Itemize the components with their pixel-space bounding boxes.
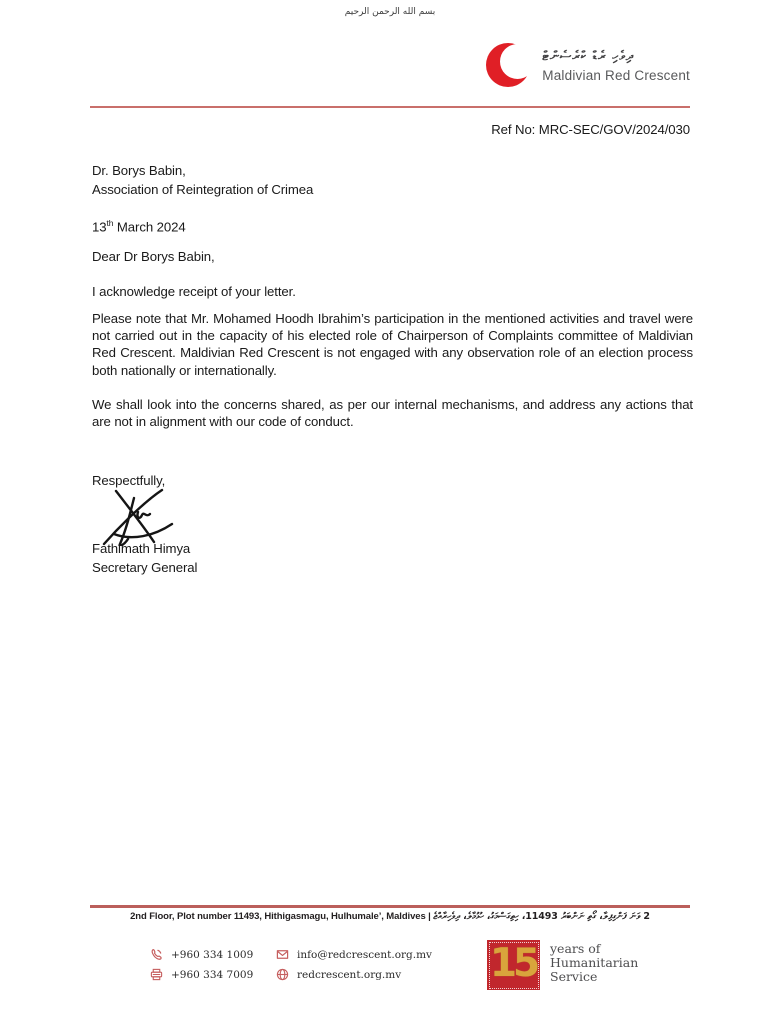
fax-contact [150, 968, 253, 981]
signer-block [92, 540, 197, 577]
fax-icon [150, 968, 163, 981]
header-divider [90, 106, 690, 108]
org-name: Maldivian Red Crescent [542, 67, 690, 83]
letter-date [92, 214, 186, 237]
signer-title: Secretary General [92, 559, 198, 575]
recipient-name: Dr. Borys Babin, [92, 163, 186, 178]
phone-icon [150, 948, 163, 961]
anniversary-number: 15 [489, 941, 537, 986]
recipient-organization: Association of Reintegration of Crimea [92, 181, 314, 197]
footer-address-thaana: 2 ވަނަ ފަންގިފިލާ، ގޯތި ނަންބަރު 11493، ހިތިގަސްމަގު، ހުޅުމާލެ، ދިވެހިރާއްޖެ [433, 911, 650, 922]
footer-divider [90, 905, 690, 908]
handwritten-signature [96, 486, 188, 546]
closing-line: Respectfully, [92, 473, 166, 488]
email-contact [276, 948, 432, 961]
date-ordinal: th [106, 218, 114, 228]
anniversary-caption-line2: Humanitarian [550, 955, 639, 970]
org-logo [485, 41, 690, 89]
signer-name: Fathimath Himya [92, 541, 191, 556]
date-day: 13 [92, 219, 107, 235]
anniversary-caption [550, 942, 638, 984]
footer-address [90, 911, 690, 922]
org-name-thaana: ދިވެހި ރެޑް ކްރެސެންޓް [542, 48, 634, 64]
fax-number: +960 334 7009 [171, 968, 254, 981]
date-month-year: March 2024 [113, 219, 186, 235]
recipient-block [92, 162, 313, 199]
globe-icon [276, 968, 289, 981]
email-address: info@redcrescent.org.mv [297, 948, 432, 961]
reference-number: Ref No: MRC-SEC/GOV/2024/030 [491, 122, 690, 137]
phone-contact [150, 948, 253, 961]
paragraph-1: Please note that Mr. Mohamed Hoodh Ibrahim’s participation in the mentioned activities and travel were not carried out in the capacity of his elected role of Chairperson of Complaints committee of Maldivian Red Crescent. Maldivian Red Crescent is not engaged with any observation role of an election process both nationally or internationally. [92, 311, 693, 378]
footer-address-english: 2nd Floor, Plot number 11493, Hithigasmagu, Hulhumale’, Maldives | [130, 911, 434, 922]
anniversary-caption-line3: Service [550, 969, 598, 984]
paragraph-2: We shall look into the concerns shared, as per our internal mechanisms, and address any actions that are not in alignment with our code of conduct. [92, 397, 693, 430]
salutation: Dear Dr Borys Babin, [92, 249, 215, 264]
anniversary-stamp [487, 940, 540, 990]
red-crescent-icon [485, 41, 533, 89]
anniversary-caption-line1: years of [550, 941, 601, 956]
bismillah-calligraphy: بسم الله الرحمن الرحيم [344, 7, 436, 17]
acknowledgement-line: I acknowledge receipt of your letter. [92, 284, 296, 299]
website-url: redcrescent.org.mv [297, 968, 402, 981]
website-contact [276, 968, 401, 981]
email-icon [276, 948, 289, 961]
phone-number: +960 334 1009 [171, 948, 254, 961]
